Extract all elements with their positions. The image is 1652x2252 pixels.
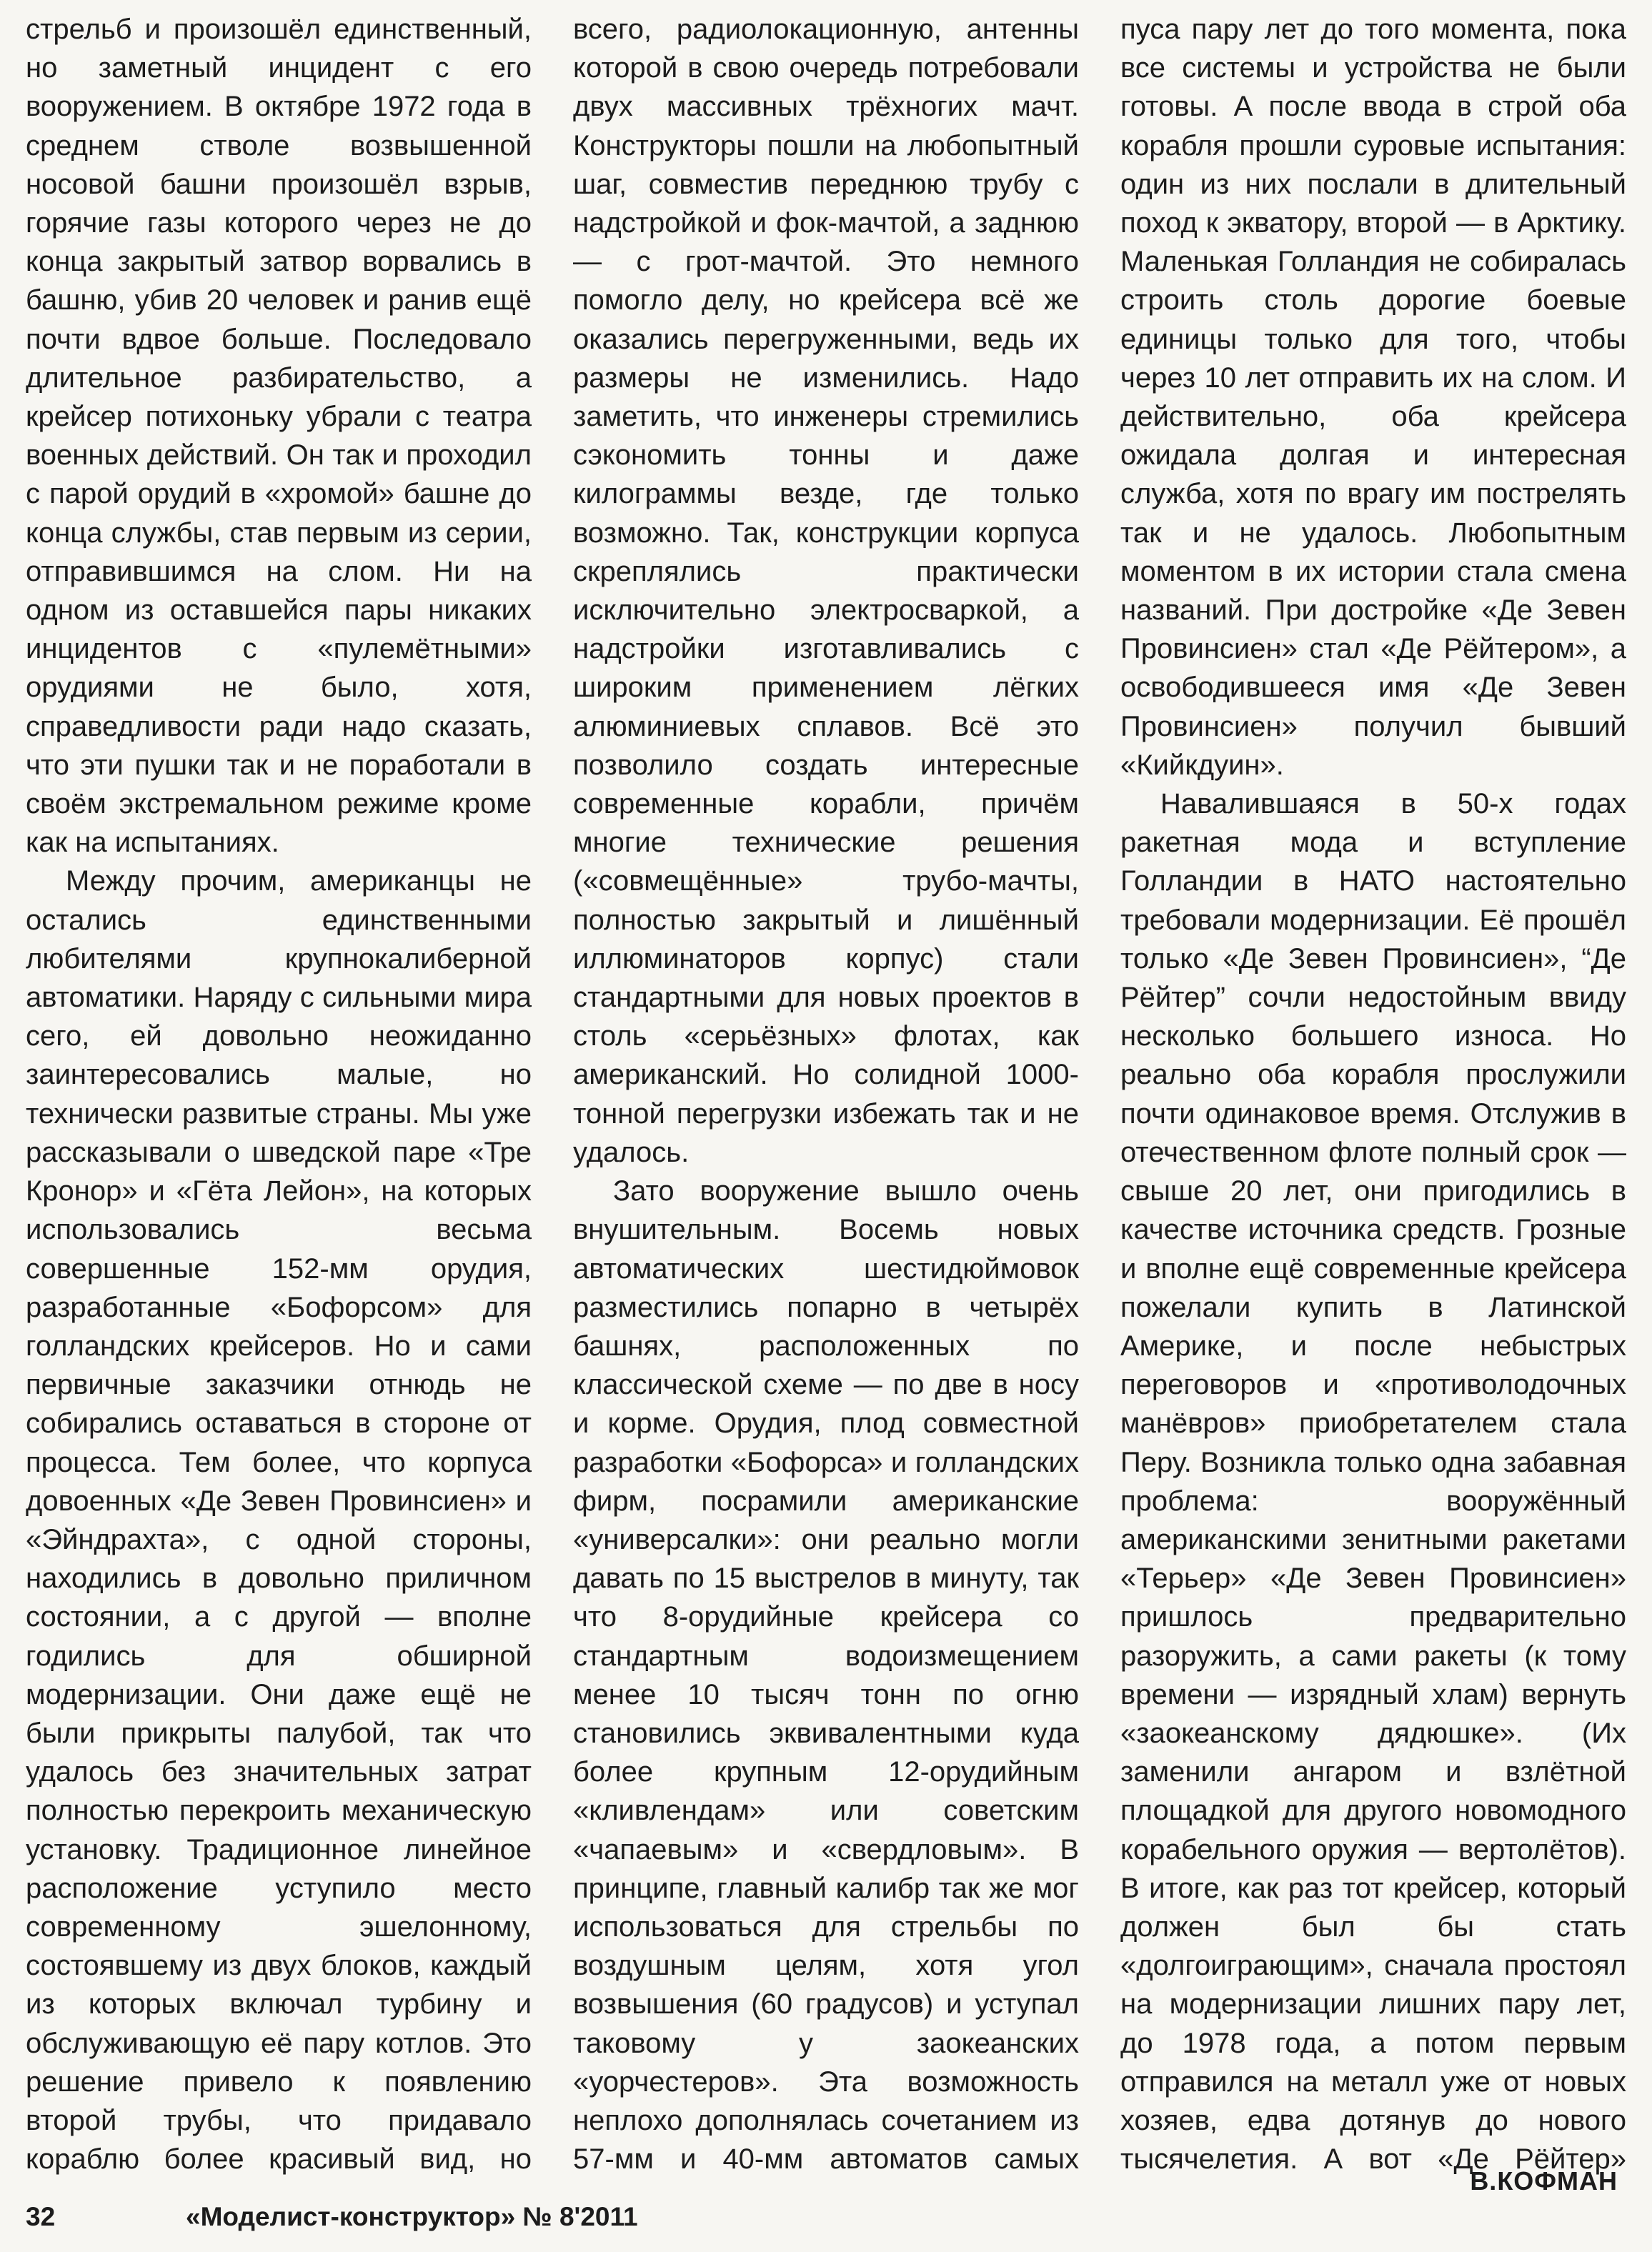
paragraph: пуса пару лет до того момента, пока все системы и устройства не были готовы. А после ввода в строй оба корабля прошли суровые испытания: один из них послали в длительный поход к экватору, второй — в Арктику. Маленькая Голландия не собиралась строить столь дорогие боевые единицы только для того, чтобы через 10 лет отправить их на слом. И действительно, оба крейсера ожидала долгая и интересная служба, хотя по врагу им пострелять так и не удалось. Любопытным моментом в их истории стала смена названий. При достройке «Де Зевен Провинсиен» стал «Де Рёйтером», а освободившееся имя «Де Зевен Провинсиен» получил бывший «Кийкдуин». [1120,14,1626,781]
paragraph: Навалившаяся в 50-х годах ракетная мода и вступление Голландии в НАТО настоятельно требовали модернизации. Её прошёл только «Де Зевен Провинсиен», “Де Рёйтер” сочли недостойным ввиду несколько большего износа. Но реально оба корабля прослужили почти одинаковое время. Отслужив в отечественном флоте полный срок — свыше 20 лет, они пригодились в качестве источника средств. Грозные и вполне ещё современные крейсера пожелали купить в Латинской Америке, и после небыстрых переговоров и «противолодочных манёвров» приобретателем стала Перу. Возникла только одна забавная проблема: вооружённый американскими зенитными ракетами «Терьер» «Де Зевен Провинсиен» пришлось предварительно разоружить, а сами ракеты (к тому времени — изрядный хлам) вернуть «заокеанскому дядюшке». (Их заменили ангаром и взлётной площадкой для другого новомодного корабельного оружия — вертолётов). В итоге, как раз тот крейсер, который должен был бы стать «долгоиграющим», сначала простоял на модернизации лишних пару лет, до 1978 года, а потом первым отправился на металл уже от новых хозяев, едва дотянув до нового тысячелетия. А вот «Де Рёйтер» [1120,788,1626,2175]
text-columns [26,10,1626,2175]
page-footer [26,2202,1626,2242]
magazine-issue: «Моделист-конструктор» № 8'2011 [186,2202,638,2231]
paragraph: Между прочим, американцы не остались единственными любителями крупнокалиберной автоматики. Наряду с сильными мира сего, ей довольно неожиданно заинтересовались малые, но технически развитые страны. Мы уже рассказывали о шведской паре «Тре Кронор» и «Гёта Лейон», на которых использовались весьма совершенные 152-мм орудия, разработанные «Бофорсом» для голландских крейсеров. Но и сами первичные заказчики отнюдь не собирались оставаться в стороне от процесса. Тем более, что корпуса довоенных «Де Зевен Провинсиен» и «Эйндрахта», с одной стороны, находились в довольно приличном состоянии, а с другой — вполне годились для обширной модернизации. Они даже ещё не были прикрыты палубой, так что удалось без значительных затрат полностью перекроить механическую установку. Традиционное линейное расположение уступило место современному эшелонному, состоявшему из двух блоков, каждый из которых включал турбину и обслуживающую её пару котлов. Это решение привело к появлению второй трубы, что придавало кораблю более красивый вид, но [26,865,532,2175]
paragraph: Зато вооружение вышло очень внушительным. Восемь новых автоматических шестидюймовок разместились попарно в четырёх башнях, расположенных по классической схеме — по две в носу и корме. Орудия, плод совместной разработки «Бофорса» и голландских фирм, посрамили американские «универсалки»: они реально могли давать по 15 выстрелов в минуту, так что 8-орудийные крейсера со стандартным водоизмещением менее 10 тысяч тонн по огню становились эквивалентными куда более крупным 12-орудийным «кливлендам» или советским «чапаевым» и «свердловым». В принципе, главный калибр так же мог использоваться для стрельбы по воздушным целям, хотя угол возвышения (60 градусов) и уступал таковому у заокеанских «уорчестеров». Эта возможность неплохо дополнялась сочетанием из 57-мм и 40-мм автоматов самых [573,1175,1079,2175]
page-number: 32 [26,2202,56,2231]
column-3 [1120,10,1626,2175]
column-2 [573,10,1079,2175]
paragraph: всего, радиолокационную, антенны которой в свою очередь потребовали двух массивных трёхногих мачт. Конструкторы пошли на любопытный шаг, совместив переднюю трубу с надстройкой и фок-мачтой, а заднюю — с грот-мачтой. Это немного помогло делу, но крейсера всё же оказались перегруженными, ведь их размеры не изменились. Надо заметить, что инженеры стремились сэкономить тонны и даже килограммы везде, где только возможно. Так, конструкции корпуса скреплялись практически исключительно электросваркой, а надстройки изготавливались с широким применением лёгких алюминиевых сплавов. Всё это позволило создать интересные современные корабли, причём многие технические решения («совмещённые» трубо-мачты, полностью закрытый и лишённый иллюминаторов корпус) стали стандартными для новых проектов в столь «серьёзных» флотах, как американский. Но солидной 1000-тонной перегрузки избежать так и не удалось. [573,14,1079,1168]
author-signature: В.КОФМАН [1470,2166,1618,2196]
column-1 [26,10,532,2175]
paragraph: стрельб и произошёл единственный, но заметный инцидент с его вооружением. В октябре 1972 года в среднем стволе возвышенной носовой башни произошёл взрыв, горячие газы которого через не до конца закрытый затвор ворвались в башню, убив 20 человек и ранив ещё почти вдвое больше. Последовало длительное разбирательство, а крейсер потихоньку убрали с театра военных действий. Он так и проходил с парой орудий в «хромой» башне до конца службы, став первым из серии, отправившимся на слом. Ни на одном из оставшейся пары никаких инцидентов с «пулемётными» орудиями не было, хотя, справедливости ради надо сказать, что эти пушки так и не поработали в своём экстремальном режиме кроме как на испытаниях. [26,14,532,859]
